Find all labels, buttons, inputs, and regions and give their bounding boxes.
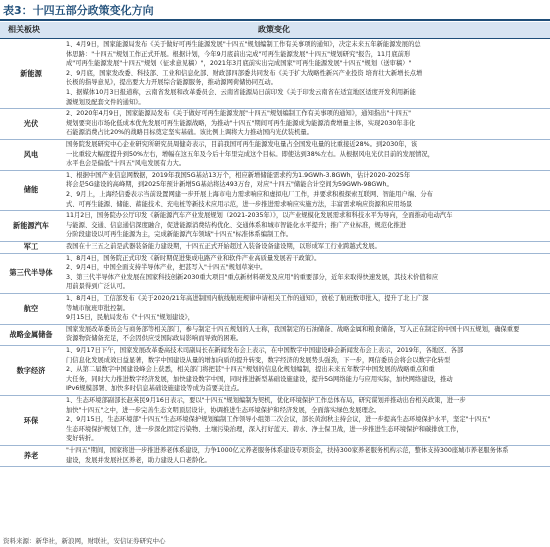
row-policy-text — [66, 346, 546, 394]
policy-line: 1、生态环境部副部长赵英民9月16日表示，要以"十四五"规划编制为契机，优化环境保护工作总体布局，研究谋划并推动出台相关政策，进一步 — [66, 397, 466, 404]
row-policy-text — [66, 140, 546, 169]
policy-line: 1、4月9日，国家能源局发布《关于做好可再生能源发展"十四五"规划编制工作有关事项的通知》，决定未来五年新能源发展的总 — [66, 41, 421, 48]
row-policy-text — [66, 109, 546, 138]
row-policy-text — [66, 396, 546, 444]
table-row — [0, 253, 550, 294]
policy-line: 变好转折。 — [66, 435, 98, 443]
table-row — [0, 445, 550, 467]
table-header — [0, 22, 550, 39]
policy-line: 建设，发展并发展社区养老，助力建设人口老龄化。 — [66, 456, 211, 464]
policy-line: 将会是5G建设的高峰期，到2025年预计新增5G基站将达493万台，对应"十四五"储能合计空间为59GWh-98GWh。 — [66, 181, 393, 189]
row-policy-text — [66, 40, 546, 107]
policy-line: 一比重较大幅度提升到50%左右，增幅在这五年及今后十年里完成这个目标。即使达到38%左右。从根据风电光伏目前的发展情况， — [66, 150, 435, 158]
policy-line: 2、9月上，上海经信委表示当前设置网建一步开展上海市电力需求响应和虚拟电厂工作，并要求积极探索互联网、智能用户端、分布 — [66, 190, 433, 198]
policy-line: 1、根据中国产业信息网数据，2019年我国5G基站13万个，相应新增储能需求约为1.9GWh-3.8GWh，估计2020-2025年 — [66, 171, 411, 179]
row-category: 风电 — [23, 149, 39, 159]
policy-line: 1、8月4日，国务院正式印发《新时期促进集成电路产业和软件产业高质量发展若干政策》。 — [66, 254, 321, 262]
row-category: 战略金属储备 — [9, 329, 53, 339]
policy-line: 我国在十三五之前是武器装备能力建设期，十四五正式开始超过入装备设备建设期，以形成军工行业跨越式发展。 — [66, 243, 381, 250]
table-title: 表3：十四五部分政策变化方向 — [3, 4, 154, 17]
policy-line: "十四五"期间，国家将进一步推进养老体系建设，力争1000亿元养老服务体系建设专项资金，扶持300家养老服务机构示范，整体支持300座城市养老服务体系 — [66, 447, 509, 454]
row-category: 环保 — [23, 415, 39, 425]
policy-line: 式、可再生能源、储能、蓄能技术、充电桩等新技术应用示范，进一步推进需求响应实施方法，丰富需求响应资源和应用场景 — [66, 200, 413, 208]
row-policy-text — [66, 211, 546, 240]
row-policy-text — [66, 446, 546, 465]
row-category: 军工 — [23, 242, 39, 252]
header-category: 相关板块 — [8, 25, 40, 34]
policy-line: 体思路："十四五"规划工作正式开展。根据计划，今年9月底前出完成"可再生能源发展"十四五"规划研究"报告，11月底前形 — [66, 50, 411, 58]
title-divider — [0, 19, 550, 21]
policy-line: 1、8月4日，工信部发布《关于2020/21年高进制国内航线航班规律申请相关工作的通知》，放松了航班数审批入，提升了北上广深 — [66, 295, 429, 302]
table-row — [0, 108, 550, 140]
table-row — [0, 293, 550, 325]
row-category: 新能源 — [20, 69, 42, 79]
row-category: 储能 — [23, 185, 39, 195]
policy-line: 1、据媒体10月3日报道称，云南省发展和改革委员会、云南省能源局日前印发《关于印发云南省在适宜地区适度开发利用新能 — [66, 88, 416, 96]
policy-line: 长极的指导意见》，提出要大力开展综合能源服务，推动源网荷储协同互动。 — [66, 79, 277, 87]
row-category: 光伏 — [23, 119, 39, 129]
policy-line: 3、第三代半导体产业发展在国家科技创新2030重大项目"重点新材料研发及应用"的重要部分，近年来取得快速发展，其技术价值和应 — [66, 273, 439, 281]
row-category: 养老 — [23, 451, 39, 461]
row-policy-text — [66, 254, 546, 292]
row-category: 新能源汽车 — [13, 221, 49, 231]
policy-line: 1、9月17日下午，国家发展改革委高技术司副局长在新闻发布会上表示，在中国数字中国建设峰会新闻发布会上表示，2019年，各地区、各部 — [66, 347, 464, 354]
table-row — [0, 210, 550, 242]
policy-line: 资源物资储备充足，不会因供应受国际政局影响而导致的困难。 — [66, 335, 243, 343]
policy-line: 国务院发展研究中心企业研究所研究员周健奇表示，目前我国可再生能源发电量占全国发电量的比重接近28%。到2030年，该 — [66, 141, 418, 148]
table-row — [0, 139, 550, 171]
row-category: 数字经济 — [16, 365, 46, 375]
source-note: 资料来源：新华社，新浪网，财联社，安信证券研究中心 — [3, 537, 166, 545]
policy-line: 生态环境保护规划工作，进一步深化固定污染物、土壤污染治理，深入打好蓝天、碧水、净土保卫战，进一步推进生态环境保护和碳排放工作， — [66, 425, 463, 433]
table-row — [0, 345, 550, 396]
row-category: 第三代半导体 — [9, 268, 53, 278]
policy-line: 规划要突出市场化低成本优先发展可再生能源战略，为推动"十四五"期间可再生能源成为能源消费增量主体，实现2030年非化 — [66, 119, 416, 127]
table-row — [0, 170, 550, 211]
policy-line: 2、9月4日，中国全面支持半导体产业，把甚写入"十四五"规划草案中。 — [66, 264, 267, 272]
policy-line: 成"可再生能源发展"十四五"规划（征求意见稿）"，2021年3月底前实出完成国家"可再生能源发展"十四五"规划（送审稿）" — [66, 60, 412, 68]
policy-line: 大任务，同时大力推进数字经济发展，加快建设数字中国，同时推进新型基础设施建设，提升5G网络能力与应用实际，加快网络建设，推动 — [66, 375, 453, 383]
policy-line: IPv6规模部署、加快多时信息基础设施建设等成为首要关注点。 — [66, 385, 244, 393]
policy-line: 国家发展改革委员会与商务部等相关部门，参与制定十四五规划的人士称，我国制定的石油储备、战略金属和粮食储备，写入正在制定的中国十四五规划，确保重要 — [66, 325, 520, 333]
policy-line: 2、2020年4月9日，国家能源局发布《关于做好可再生能源发展"十四五"规划编制工作有关事项的通知》，通知指出"十四五" — [66, 110, 412, 118]
policy-line: 源规划及配套文件的通知》。 — [66, 98, 145, 106]
policy-line: 2、从第二届数字中国建设峰会上获悉，相关部门将把甚"十四五"规划的信息化规划编制，提出未来五年数字中国发展的战略重点和重 — [66, 366, 435, 374]
policy-line: 2、9月底，国家发改委、科技部、工业和信息化部、财政部四部委共同发布《关于扩大战略性新兴产业投资 培育壮大新增长点增 — [66, 69, 423, 77]
policy-line: 11月2日，国务院办公厅印发《新能源汽车产业发展规划（2021-2035年）》，以产业规模化发展需求和科技水平为导向，全面推动电动汽车 — [66, 212, 453, 220]
row-policy-text — [66, 242, 546, 252]
policy-line: 门信息化发展成效日益显著，数字中国建设从量的增加向质的提升转变，数字经济的发展势头强劲，下一步，网信委员会将会以数字化转型 — [66, 356, 451, 364]
header-policy-change: 政策变化 — [258, 25, 290, 34]
policy-line: 用前景得到广泛认可。 — [66, 283, 129, 291]
policy-line: 2、9月15日，生态环境部"十四五"生态环境保护规划编制工作领导小组第二次会议，部长黄润秋主持会议，进一步提高生态环境保护水平，坚定"十四五" — [66, 416, 491, 424]
row-policy-text — [66, 294, 546, 323]
policy-line: 9月15日，民航局发布《"十四五"规划建设》， — [66, 314, 195, 322]
policy-line: 加快"十四五"之中，进一步完善生态文明顶层设计，协调推进生态环境保护和经济发展，全面落实绿色发展理念。 — [66, 406, 381, 414]
policy-line: 等城市航班审批控制。 — [66, 304, 129, 312]
row-policy-text — [66, 325, 546, 344]
policy-line: 水平也会是偏低"十四五"风电发展有力大。 — [66, 160, 186, 168]
policy-line: 与能源、交通、信息通信深度融合，促进能源消费结构优化、交通体系和城市智能化水平提升；推广产业标准，规范化推进 — [66, 221, 407, 229]
table-row — [0, 395, 550, 446]
table-row — [0, 324, 550, 346]
table-row — [0, 39, 550, 109]
row-category: 航空 — [23, 303, 39, 313]
row-policy-text — [66, 171, 546, 209]
policy-line: 分阶段建设以可再生能源为主，完成新能源汽车领域"十四五"标准体系编制工作。 — [66, 231, 293, 239]
policy-line: 石能源消费占比20%的战略目标奠定坚实基础。该比例上调将大力推动国内光伏装机量。 — [66, 129, 313, 137]
